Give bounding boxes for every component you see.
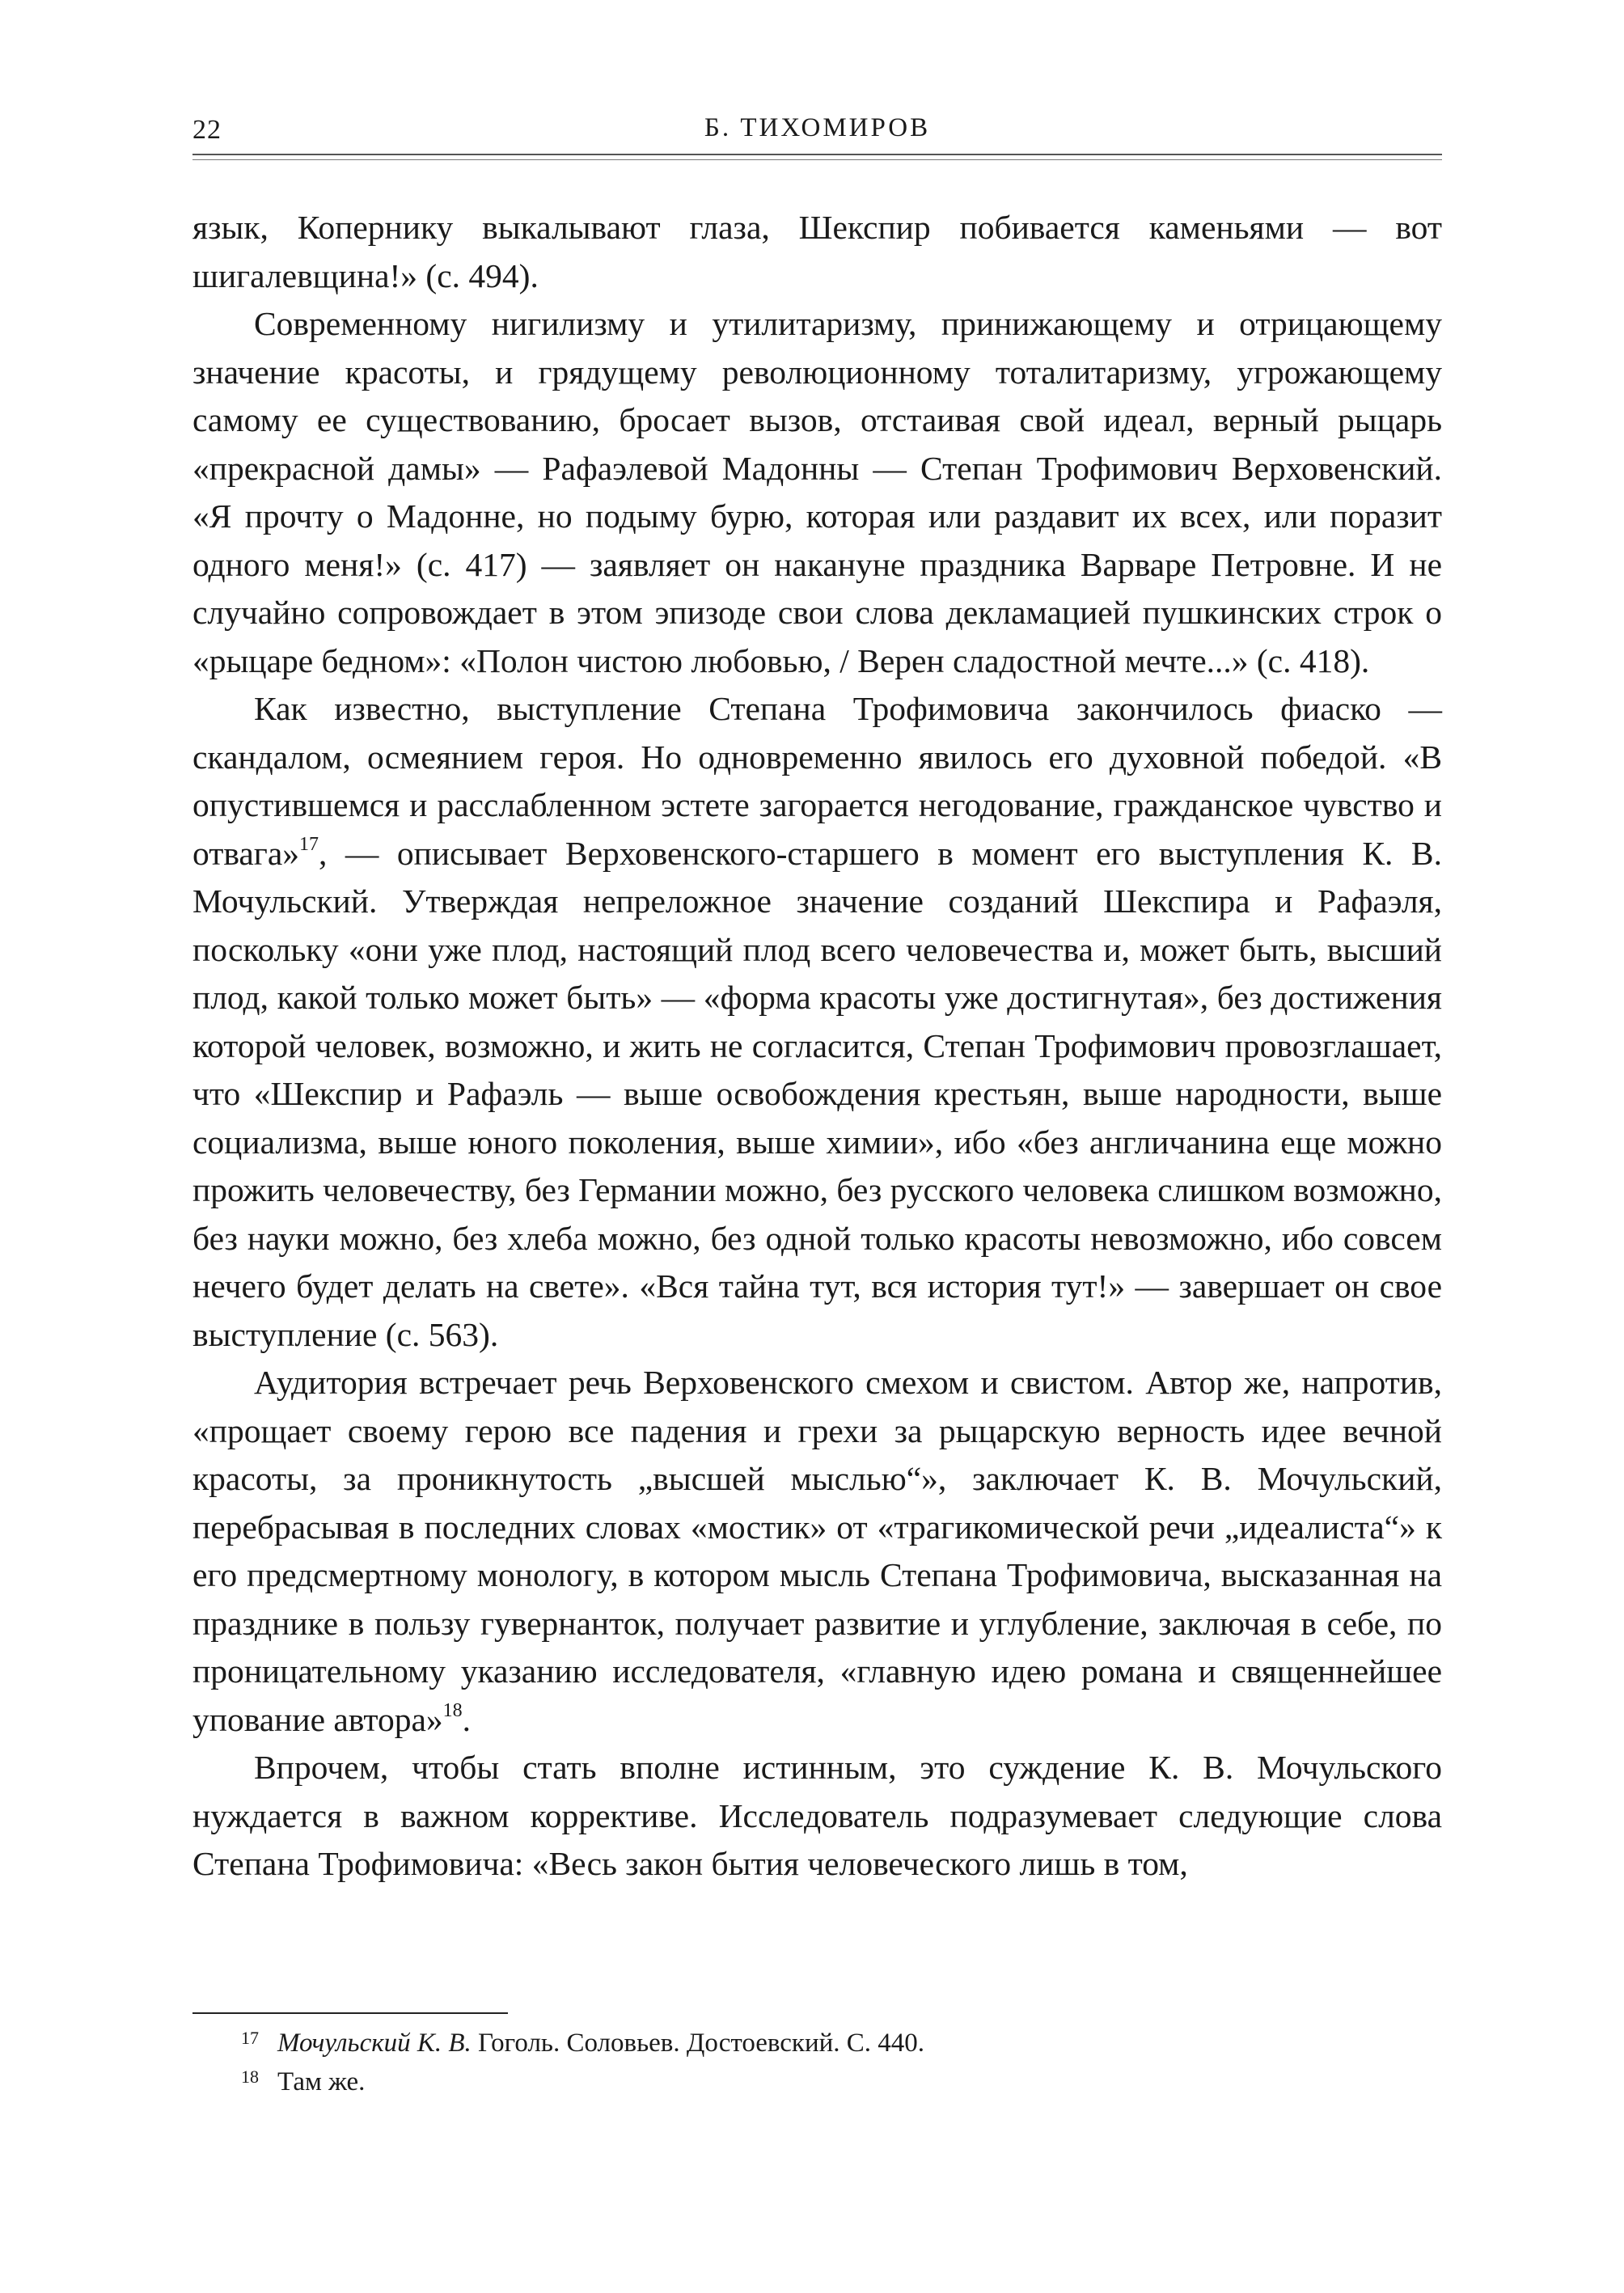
footnote-body: Гоголь. Соловьев. Достоевский. С. 440. bbox=[471, 2029, 925, 2058]
footnote-author: Мочульский К. В. bbox=[277, 2029, 472, 2058]
header-rule-thick bbox=[192, 154, 1442, 155]
footnote-ref: 17 bbox=[299, 833, 319, 855]
footnote-number: 18 bbox=[241, 2067, 259, 2087]
footnote-text bbox=[241, 2024, 924, 2062]
paragraph-text: Аудитория встречает речь Верховенского смехом и свистом. Автор же, напротив, «прощает своему герою все падения и грехи за рыцарскую верность идее вечной красоты, за проникнутость „высшей мыслью“», заключает К. В. Мочульский, перебрасывая в последних словах «мостик» от «трагикомической речи „идеалиста“» к его предсмертному монологу, в котором мысль Степана Трофимовича, высказанная на празднике в пользу гувернанток, получает развитие и углубление, заключая в себе, по проницательному указанию исследователя, «главную идею романа и священнейшее упование автора» bbox=[192, 1364, 1442, 1738]
paragraph bbox=[192, 1744, 1442, 1889]
footnote bbox=[192, 2024, 1442, 2062]
paragraph bbox=[192, 1359, 1442, 1744]
header-rule-thin bbox=[192, 159, 1442, 160]
footnote-number: 17 bbox=[241, 2028, 259, 2048]
footnote-ref: 18 bbox=[442, 1699, 463, 1721]
paragraph-text: , — описывает Верховенского-старшего в момент его выступления К. В. Мочульский. Утверждая непреложное значение созданий Шекспира и Рафаэля, поскольку «они уже плод, настоящий плод всего человечества и, может быть, высший плод, какой только может быть» — «форма красоты уже достигнутая», без достижения которой человек, возможно, и жить не согласится, Степан Трофимович провозглашает, что «Шекспир и Рафаэль — выше освобождения крестьян, выше народности, выше социализма, выше юного поколения, выше химии», ибо «без англичанина еще можно прожить человечеству, без Германии можно, без русского человека слишком возможно, без науки можно, без хлеба можно, без одной только красоты невозможно, ибо совсем нечего будет делать на свете». «Вся тайна тут, вся история тут!» — завершает он свое выступление (с. 563). bbox=[192, 834, 1442, 1353]
footnote-body: Там же. bbox=[277, 2067, 366, 2096]
paragraph bbox=[192, 204, 1442, 300]
running-header bbox=[192, 110, 1442, 154]
running-head-author: Б. ТИХОМИРОВ bbox=[704, 113, 931, 142]
main-text bbox=[192, 204, 1442, 1889]
paragraph-text: Современному нигилизму и утилитаризму, принижающему и отрицающему значение красоты, и грядущему революционному тоталитаризму, угрожающему самому ее существованию, бросает вызов, отстаивая свой идеал, верный рыцарь «прекрасной дамы» — Рафаэлевой Мадонны — Степан Трофимович Верховенский. «Я прочту о Мадонне, но подыму бурю, которая или раздавит их всех, или поразит одного меня!» (с. 417) — заявляет он накануне праздника Варваре Петровне. И не случайно сопровождает в этом эпизоде свои слова декламацией пушкинских строк о «рыцаре бедном»: «Полон чистою любовью, / Верен сладостной мечте...» (с. 418). bbox=[192, 305, 1442, 679]
page-number: 22 bbox=[192, 115, 222, 145]
footnote-text bbox=[241, 2062, 365, 2101]
paragraph-text: язык, Копернику выкалывают глаза, Шекспир побивается каменьями — вот шигалевщина!» (с. 494). bbox=[192, 209, 1442, 294]
paragraph-text: . bbox=[462, 1700, 472, 1738]
paragraph bbox=[192, 685, 1442, 1359]
footnote-separator bbox=[192, 2012, 508, 2014]
paragraph bbox=[192, 300, 1442, 685]
paragraph-text: Как известно, выступление Степана Трофимовича закончилось фиаско — скандалом, осмеянием героя. Но одновременно явилось его духовной победой. «В опустившемся и расслабленном эстете загорается негодование, гражданское чувство и отвага» bbox=[192, 690, 1442, 872]
paragraph-text: Впрочем, чтобы стать вполне истинным, это суждение К. В. Мочульского нуждается в важном коррективе. Исследователь подразумевает следующие слова Степана Трофимовича: «Весь закон бытия человеческого лишь в том, bbox=[192, 1749, 1442, 1882]
footnote bbox=[192, 2062, 1442, 2101]
footnotes bbox=[192, 2024, 1442, 2101]
